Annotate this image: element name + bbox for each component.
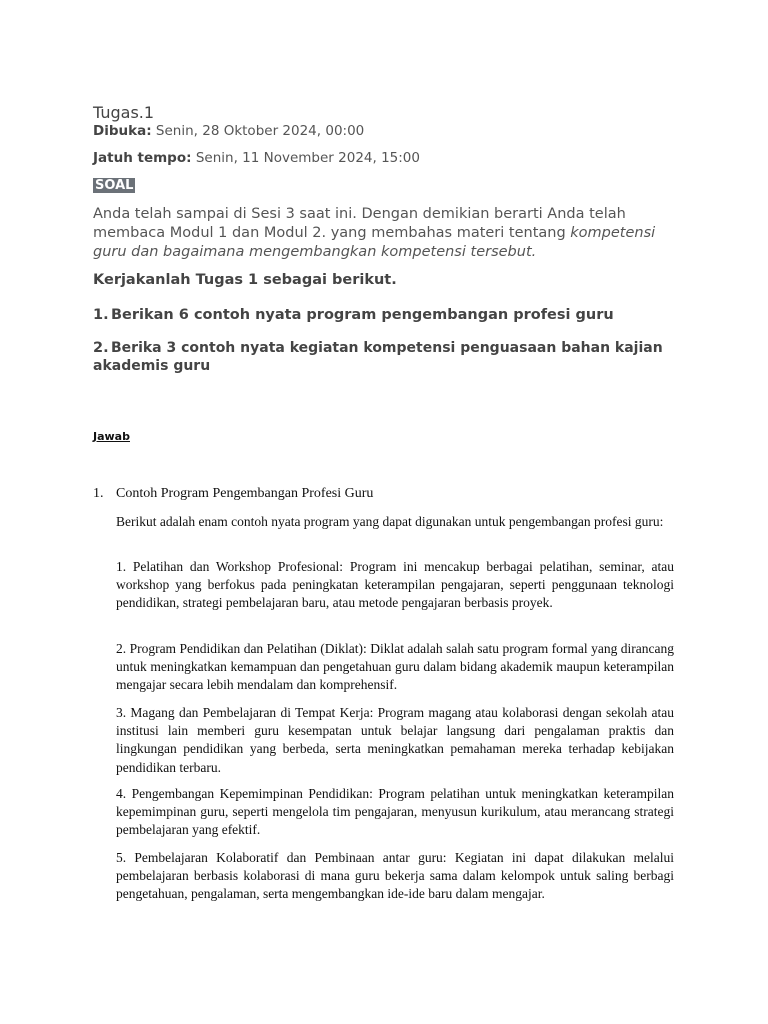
question-2 [93, 339, 693, 375]
due-date [93, 150, 420, 166]
assignment-title: Tugas.1 [93, 103, 155, 122]
task-heading: Kerjakanlah Tugas 1 sebagai berikut. [93, 272, 397, 288]
question-1 [93, 306, 614, 324]
intro-italic-text: kompetensi guru dan bagaimana mengembangkan kompetensi tersebut. [93, 225, 656, 260]
question-2-number: 2. [93, 340, 109, 356]
answer-section-heading [93, 486, 373, 502]
answer-intro: Berikut adalah enam contoh nyata program yang dapat digunakan untuk pengembangan profesi guru: [116, 514, 664, 529]
opened-value: Senin, 28 Oktober 2024, 00:00 [155, 123, 365, 139]
answer-label: Jawab [93, 430, 130, 443]
answer-item-4: 4. Pengembangan Kepemimpinan Pendidikan: Program pelatihan untuk meningkatkan keterampilan kepemimpinan guru, seperti mengelola tim pengajaran, menyusun kurikulum, atau merancang strategi pembelajaran yang efektif. [116, 786, 674, 838]
due-value: Senin, 11 November 2024, 15:00 [195, 150, 420, 166]
question-1-text: Berikan 6 contoh nyata program pengembangan profesi guru [111, 307, 614, 323]
answer-item-1: 1. Pelatihan dan Workshop Profesional: Program ini mencakup berbagai pelatihan, seminar, atau workshop yang berfokus pada peningkatan keterampilan pengajaran, seperti penggunaan teknologi pendidikan, strategi pembelajaran baru, atau metode pengajaran berbasis proyek. [116, 559, 674, 611]
opened-label: Dibuka: [93, 123, 152, 139]
answer-section-number: 1. [93, 486, 104, 501]
intro-text: Anda telah sampai di Sesi 3 saat ini. Dengan demikian berarti Anda telah membaca Modul 1 dan Modul 2. yang membahas materi tentang [93, 206, 626, 241]
soal-badge: SOAL [95, 178, 134, 193]
answer-item-3: 3. Magang dan Pembelajaran di Tempat Kerja: Program magang atau kolaborasi dengan sekolah atau institusi lain memberi guru kesempatan untuk belajar langsung dari pengalaman praktis dan lingkungan pendidikan yang berbeda, serta meningkatkan pemahaman mereka terhadap kebijakan pendidikan terbaru. [116, 705, 674, 775]
due-label: Jatuh tempo: [93, 150, 192, 166]
answer-item-2: 2. Program Pendidikan dan Pelatihan (Diklat): Diklat adalah salah satu program formal yang dirancang untuk meningkatkan kemampuan dan pengetahuan guru dalam bidang akademik maupun keterampilan mengajar secara lebih mendalam dan komprehensif. [116, 641, 674, 693]
question-2-text: Berika 3 contoh nyata kegiatan kompetensi penguasaan bahan kajian akademis guru [93, 340, 663, 374]
intro-paragraph [93, 205, 683, 262]
answer-item-5: 5. Pembelajaran Kolaboratif dan Pembinaan antar guru: Kegiatan ini dapat dilakukan melalui pembelajaran berbasis kolaborasi di mana guru bekerja sama dalam kelompok untuk saling berbagi pengetahuan, pengalaman, serta mengembangkan ide-ide baru dalam mengajar. [116, 850, 674, 902]
question-1-number: 1. [93, 307, 109, 323]
answer-section-title: Contoh Program Pengembangan Profesi Guru [116, 486, 374, 501]
opened-date [93, 123, 364, 139]
